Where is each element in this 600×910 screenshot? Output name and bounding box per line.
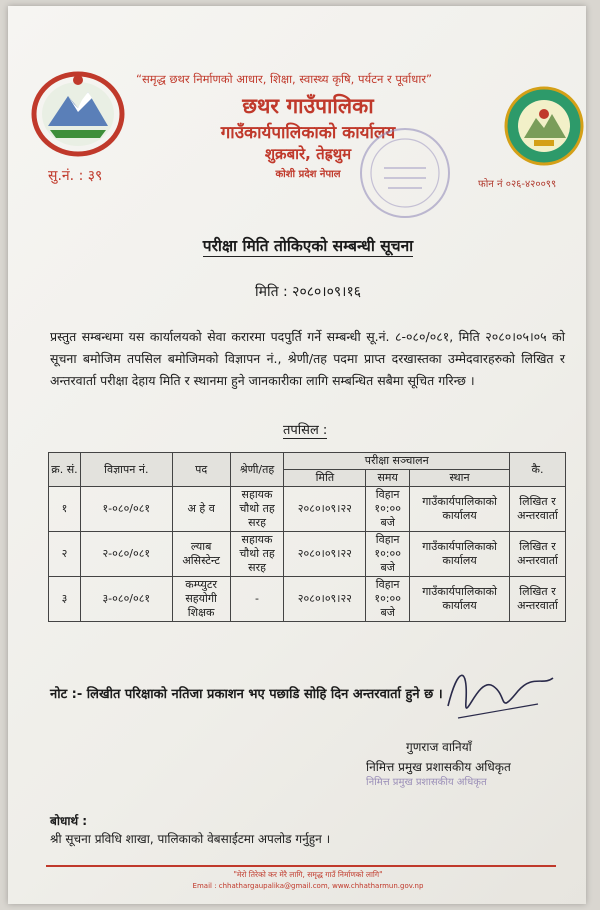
signatory-stamp: निमित्त प्रमुख प्रशासकीय अधिकृत [366, 777, 487, 788]
cell-ad-no: १-०८०/०८१ [80, 487, 172, 532]
result-note: नोट :- लिखीत परिक्षाको नतिजा प्रकाशन भए पछाडि सोहि दिन अन्तरवार्ता हुने छ । [50, 687, 443, 702]
schedule-label: तपसिल : [283, 420, 327, 439]
cc-heading: बोधार्थ : [50, 814, 88, 828]
cell-date: २०८०।०९।२२ [284, 532, 366, 577]
notice-body: प्रस्तुत सम्बन्धमा यस कार्यालयको सेवा करारमा पदपुर्ति गर्ने सम्बन्धी सू.नं. ८-०८०/०८१, मिति २०८०।०५।०५ को सूचना बमोजिम तपसिल बमोजिमको विज्ञापन नं., श्रेणी/तह पदमा प्राप्त दरखास्तका उम्मेदवारहरुको लिखित र अन्तरवार्ता परीक्षा देहाय मिति र स्थानमा हुने जानकारीका लागि सम्बन्धित सबैमा सूचित गरिन्छ । [50, 329, 565, 388]
exam-schedule-table [48, 452, 566, 622]
cell-remarks: लिखित र अन्तरवार्ता [510, 532, 566, 577]
cell-place: गाउँकार्यपालिकाको कार्यालय [410, 577, 510, 622]
header-exam: परीक्षा सञ्चालन [284, 453, 510, 470]
phone-number: फोन नं ०२६-४२००९९ [478, 179, 557, 190]
cell-ad-no: २-०८०/०८१ [80, 532, 172, 577]
serial-number: सु.नं. : ३९ [48, 168, 103, 184]
cell-level: - [230, 577, 284, 622]
cell-sn: १ [49, 487, 81, 532]
signature-icon [438, 656, 558, 731]
table-row [49, 487, 566, 532]
header-motto: “समृद्ध छथर निर्माणको आधार, शिक्षा, स्वास्थ्य कृषि, पर्यटन र पूर्वाधार” [136, 72, 433, 86]
signatory-title: निमित्त प्रमुख प्रशासकीय अधिकृत [366, 760, 511, 774]
cell-sn: ३ [49, 577, 81, 622]
signatory-name: गुणराज वानियाँ [406, 740, 472, 754]
cell-level: सहायक चौथो तह सरह [230, 487, 284, 532]
header-date: मिति [284, 470, 366, 487]
cell-place: गाउँकार्यपालिकाको कार्यालय [410, 487, 510, 532]
office-location: शुक्रबारे, तेह्रथुम [264, 145, 352, 163]
office-stamp-icon [356, 124, 454, 222]
cell-time: विहान १०:०० बजे [366, 577, 410, 622]
cell-post: कम्प्युटर सहयोगी शिक्षक [172, 577, 230, 622]
header-level: श्रेणी/तह [230, 453, 284, 487]
cell-post: अ हे व [172, 487, 230, 532]
municipality-logo-icon [504, 84, 584, 168]
cell-sn: २ [49, 532, 81, 577]
cell-time: विहान १०:०० बजे [366, 532, 410, 577]
footer-divider [46, 865, 556, 867]
header-ad-no: विज्ञापन नं. [80, 453, 172, 487]
footer-motto: "मेरो तिरेको कर मेरै लागि, समृद्ध गाउँ निर्माणको लागि" [233, 870, 383, 879]
cell-remarks: लिखित र अन्तरवार्ता [510, 577, 566, 622]
header-place: स्थान [410, 470, 510, 487]
table-row [49, 577, 566, 622]
notice-heading-text: परीक्षा मिति तोकिएको सम्बन्धी सूचना [202, 237, 414, 255]
notice-document [8, 6, 586, 904]
footer-contact: Email : chhathargaupalika@gmail.com, www.chhatharmun.gov.np [192, 882, 424, 890]
table-row [49, 532, 566, 577]
cell-post: ल्याब असिस्टेन्ट [172, 532, 230, 577]
cell-place: गाउँकार्यपालिकाको कार्यालय [410, 532, 510, 577]
header-remarks: कै. [510, 453, 566, 487]
cell-date: २०८०।०९।२२ [284, 487, 366, 532]
municipality-name: छथर गाउँपालिका [242, 94, 374, 118]
notice-heading [8, 234, 586, 256]
header-sn: क्र. सं. [49, 453, 81, 487]
header-time: समय [366, 470, 410, 487]
province-name: कोशी प्रदेश नेपाल [275, 169, 341, 180]
office-name: गाउँकार्यपालिकाको कार्यालय [220, 123, 396, 143]
cell-level: सहायक चौथो तह सरह [230, 532, 284, 577]
cell-time: विहान १०:०० बजे [366, 487, 410, 532]
cell-ad-no: ३-०८०/०८१ [80, 577, 172, 622]
notice-date: मिति : २०८०।०९।१६ [254, 284, 362, 300]
cell-date: २०८०।०९।२२ [284, 577, 366, 622]
cc-body: श्री सूचना प्रविधि शाखा, पालिकाको वेबसाईटमा अपलोड गर्नुहुन । [50, 832, 331, 846]
header-post: पद [172, 453, 230, 487]
cell-remarks: लिखित र अन्तरवार्ता [510, 487, 566, 532]
